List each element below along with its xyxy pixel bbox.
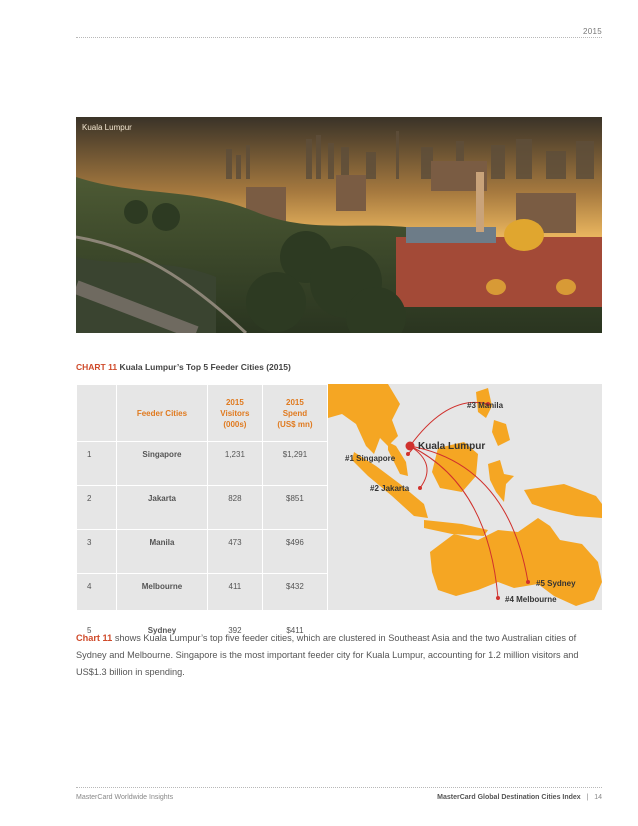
city-cell: Sydney — [117, 618, 208, 662]
melbourne-marker — [496, 596, 500, 600]
spend-cell: $851 — [262, 486, 327, 530]
visitors-header: 2015 Visitors (000s) — [207, 385, 262, 442]
rank-cell: 2 — [77, 486, 117, 530]
rank-cell: 5 — [77, 618, 117, 662]
body-lead: Chart 11 — [76, 633, 113, 643]
kuala-lumpur-marker — [406, 442, 415, 451]
sydney-label: #5 Sydney — [536, 579, 576, 588]
rank-header — [77, 385, 117, 442]
table-row — [77, 574, 328, 618]
table-row — [77, 530, 328, 574]
singapore-marker — [406, 452, 410, 456]
hub-label: Kuala Lumpur — [418, 441, 486, 452]
city-cell: Jakarta — [117, 486, 208, 530]
photo-caption: Kuala Lumpur — [82, 123, 132, 132]
footer-right — [437, 794, 602, 801]
melbourne-label: #4 Melbourne — [505, 595, 557, 604]
chart-title-text: Kuala Lumpur’s Top 5 Feeder Cities (2015) — [119, 362, 291, 372]
footer-left: MasterCard Worldwide Insights — [76, 794, 174, 801]
chart-panel — [76, 384, 602, 635]
chart-title — [76, 362, 291, 372]
kuala-lumpur-photo — [76, 117, 602, 333]
spend-cell: $432 — [262, 574, 327, 618]
table-row — [77, 486, 328, 530]
manila-label: #3 Manila — [467, 401, 504, 410]
top-divider — [76, 37, 602, 38]
body-text: shows Kuala Lumpur’s top five feeder cities, which are clustered in Southeast Asia and the two Australian cities of Sydney and Melbourne. Singapore is the most important feeder city for Kuala Lumpur, accounting for 1.2 million visitors and US$1.3 billion in spending. — [76, 633, 579, 677]
rank-cell: 4 — [77, 574, 117, 618]
feeder-cities-table — [76, 384, 328, 662]
city-cell: Melbourne — [117, 574, 208, 618]
route-map — [328, 384, 602, 610]
route-jakarta — [410, 446, 427, 488]
city-cell: Manila — [117, 530, 208, 574]
spend-header: 2015 Spend (US$ mn) — [262, 385, 327, 442]
spend-cell: $1,291 — [262, 442, 327, 486]
visitors-cell: 828 — [207, 486, 262, 530]
visitors-cell: 473 — [207, 530, 262, 574]
jakarta-label: #2 Jakarta — [370, 484, 410, 493]
bottom-divider — [76, 787, 602, 788]
body-paragraph — [76, 630, 604, 681]
city-cell: Singapore — [117, 442, 208, 486]
visitors-cell: 1,231 — [207, 442, 262, 486]
table-row — [77, 442, 328, 486]
rank-cell: 3 — [77, 530, 117, 574]
feeder-cities-header: Feeder Cities — [117, 385, 208, 442]
spend-cell: $411 — [262, 618, 327, 662]
page-number: 14 — [594, 794, 602, 801]
visitors-cell: 411 — [207, 574, 262, 618]
chart-number: CHART 11 — [76, 362, 118, 372]
rank-cell: 1 — [77, 442, 117, 486]
singapore-label: #1 Singapore — [345, 454, 396, 463]
footer-separator: | — [586, 794, 589, 801]
visitors-cell: 392 — [207, 618, 262, 662]
landmass — [328, 384, 602, 606]
spend-cell: $496 — [262, 530, 327, 574]
footer-title: MasterCard Global Destination Cities Index — [437, 794, 581, 801]
sydney-marker — [526, 580, 530, 584]
year-label: 2015 — [583, 27, 602, 36]
jakarta-marker — [418, 486, 422, 490]
